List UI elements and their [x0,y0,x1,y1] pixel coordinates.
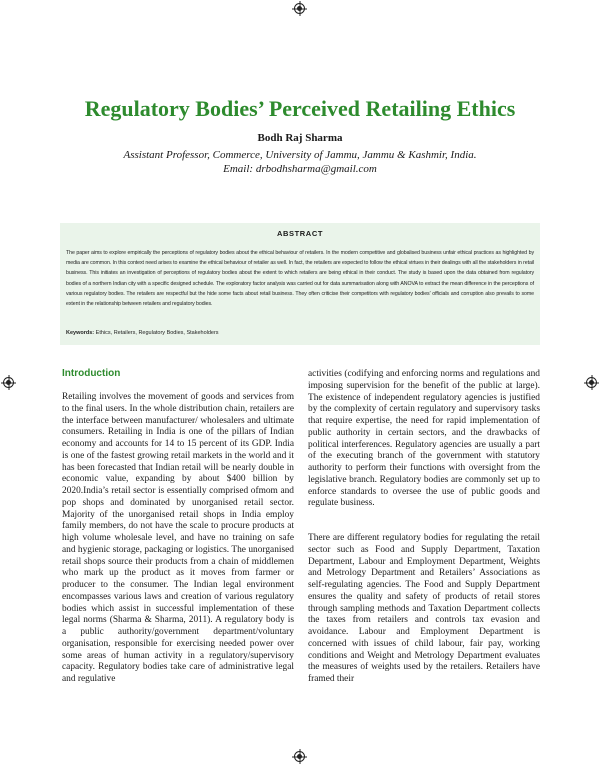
introduction-left-paragraph: Retailing involves the movement of goods and services from to the final users. In the whole distribution chain, retailers are the interface between manufacturer/ wholesalers and ultimate consumers. Retailing in India is one of the pillars of Indian economy and accounts for 14 to 15 percent of its GDP. India is one of the fastest growing retail markets in the world and it has been forecasted that Indian retail will be nearly double in economic value, expanding by about $400 billion by 2020.India’s retail sector is essentially comprised ofmom and pop shops and dominated by unorganised retail sector. Majority of the unorganised retail shops in India employ family members, do not have the scale to procure products at high volume wholesale level, and have no training on safe and hygienic storage, packaging or logistics. The unorganised retail shops source their products from a chain of middlemen who mark up the product as it moves from farmer or producer to the consumer. The Indian legal environment encompasses various laws and creation of various regulatory bodies which assist in successful implementation of these legal norms (Sharma & Sharma, 2011). A regulatory body is a public authority/government department/voluntary organisation, responsible for exercising needed power over some areas of human activity in a regulatory/supervisory capacity. Regulatory bodies take care of administrative legal and regulative [62,392,294,684]
registration-mark-right-icon [586,377,597,388]
keywords-line [66,330,534,336]
introduction-right-paragraph-1: activities (codifying and enforcing norms and regulations and imposing supervision for the benefit of the public at large). The existence of independent regulatory agencies is justified by the complexity of certain regulatory and supervisory tasks that require expertise, the need for rapid implementation of public authority in certain sectors, and the drawbacks of political interferences. Regulatory agencies are usually a part of the executing branch of the government with statutory authority to perform their functions with oversight from the legislative branch. Regulatory bodies are commonly set up to enforce standards to oversee the use of public goods and regulate business. [308,369,540,509]
paper-title: Regulatory Bodies’ Perceived Retailing Ethics [84,96,516,121]
keywords-list: Ethics, Retailers, Regulatory Bodies, Stakeholders [95,330,219,336]
introduction-heading: Introduction [62,368,121,379]
registration-mark-left-icon [3,377,14,388]
registration-mark-bottom-icon [294,751,305,762]
abstract-text: The paper aims to explore empirically the perceptions of regulatory bodies about the ethical behaviour of retailers. In the modern competitive and globalised business unfair ethical practices as highlighted by media are common. In this context need arises to examine the ethical behaviour of retailer as well. In fact, the retailers are expected to follow the ethical virtues in their dealings with all the stakeholders in retail business. This initiates an investigation of perceptions of regulatory bodies about the extent to which retailers are being ethical in their conduct. The study is based upon the data obtained from regulatory bodies of a northern Indian city with a specific designed schedule. The exploratory factor analysis was carried out for data summarisation along with ANOVA to extract the mean difference in the perceptions of various regulatory bodies. The retailers are respectful but the hide some facts about retail business. They often criticise their competitors with regulatory bodies' officials and corruption also prevails to some extent in the relationship between retailers and regulatory bodies. [66,250,534,308]
abstract-heading: ABSTRACT [276,229,324,238]
author-name: Bodh Raj Sharma [257,132,343,144]
author-affiliation: Assistant Professor, Commerce, University of Jammu, Jammu & Kashmir, India. [123,149,477,161]
keywords-label: Keywords: [66,330,95,336]
registration-mark-top-icon [294,3,305,14]
introduction-right-paragraph-2: There are different regulatory bodies for regulating the retail sector such as Food and Supply Department, Taxation Department, Labour and Employment Department, Weights and Metrology Department and Retailers’ Associations as self-regulating agencies. The Food and Supply Department ensures the quality and safety of products of retail stores through sampling methods and Taxation Department collects the taxes from retailers and controls tax evasion and avoidance. Labour and Employment Department is concerned with issues of child labour, fair pay, working conditions and Weight and Metrology Department evaluates the measures of weights used by the retailers. Retailers have framed their [308,533,540,684]
abstract-box [60,223,540,345]
author-email: Email: drbodhsharma@gmail.com [223,163,377,175]
